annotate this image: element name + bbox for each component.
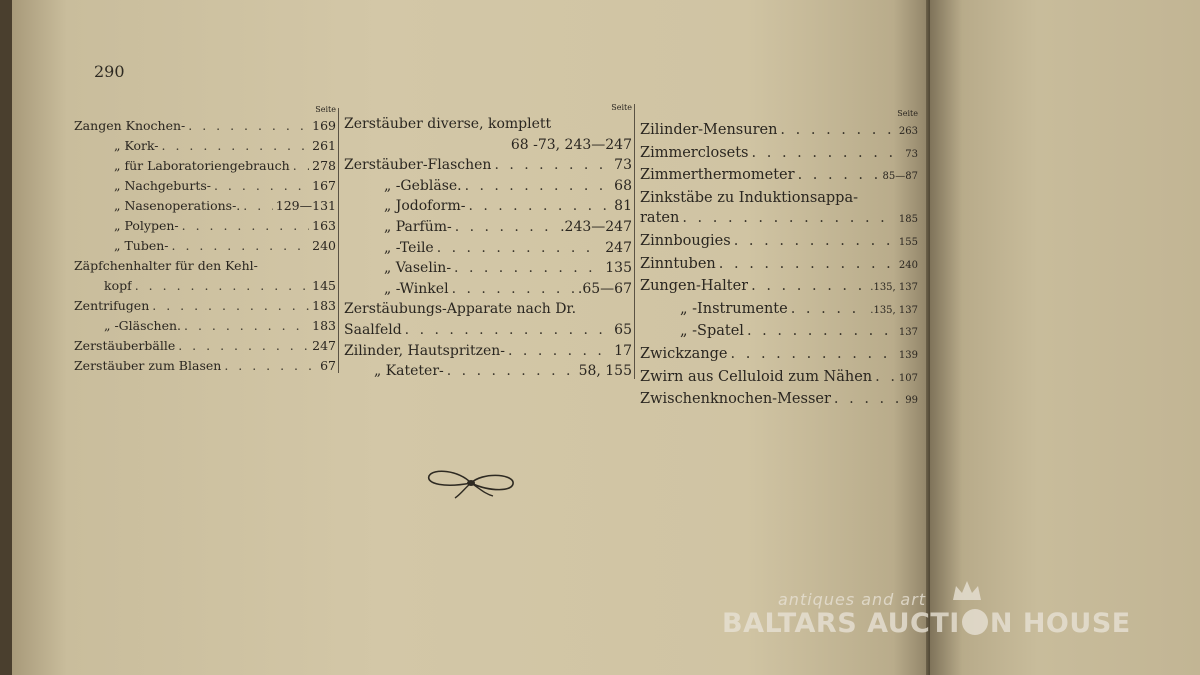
entry-label: Zinkstäbe zu Induktionsappa- (640, 189, 859, 206)
leader-dots (162, 136, 310, 156)
entry-page: 58, 155 (578, 363, 632, 380)
index-entry (344, 217, 632, 238)
entry-label: „ Kork- (114, 138, 159, 153)
index-entry (74, 236, 336, 256)
leader-dots (135, 276, 309, 296)
index-entry (344, 196, 632, 217)
index-entry (640, 208, 918, 231)
entry-page: 278 (312, 158, 336, 173)
entry-label: Zerstäuber zum Blasen (74, 358, 222, 373)
entry-page: 68 -73, 243—247 (510, 136, 632, 153)
ribbon-ornament (425, 466, 517, 500)
entry-label: „ -Teile (384, 239, 434, 256)
index-entry (74, 196, 336, 216)
entry-label: „ Kateter- (374, 363, 444, 380)
entry-page: 240 (898, 259, 918, 271)
entry-label: Zangen Knochen- (74, 118, 186, 133)
entry-label: Zentrifugen (74, 298, 150, 313)
entry-label: Zerstäuber-Flaschen (344, 157, 492, 174)
leader-dots (791, 299, 868, 320)
entry-label: „ -Spatel (680, 323, 744, 340)
entry-page: 167 (312, 178, 336, 193)
entry-page: 169 (312, 118, 336, 133)
index-entry (74, 156, 336, 176)
crown-icon (950, 578, 984, 608)
index-entry (344, 361, 632, 382)
entry-page: 73 (905, 148, 918, 160)
seite-label: Seite (611, 103, 632, 112)
leader-dots (875, 367, 896, 388)
watermark-name-part: N HOUSE (989, 608, 1131, 639)
watermark-name (722, 608, 1131, 639)
entry-page: 81 (614, 198, 632, 215)
index-entry (344, 299, 632, 320)
leader-dots (731, 344, 896, 365)
entry-label: Zerstäuber diverse, komplett (344, 116, 552, 132)
entry-label: Zinntuben (640, 255, 716, 272)
entry-label: „ Nachgeburts- (114, 178, 211, 193)
entry-label: Zwischenknochen-Messer (640, 391, 831, 408)
leader-dots (437, 238, 603, 259)
leader-dots (751, 276, 867, 297)
entry-page: 85—87 (882, 171, 918, 183)
leader-dots (455, 217, 557, 238)
entry-page: 247 (605, 239, 632, 256)
index-entry (640, 165, 918, 188)
leader-dots (747, 321, 896, 342)
index-entry (74, 336, 336, 356)
entry-page: 73 (614, 157, 632, 174)
entry-label: Zwickzange (640, 345, 728, 362)
leader-dots (184, 316, 309, 336)
index-entry (344, 176, 632, 197)
leader-dots (452, 279, 575, 300)
entry-page: 135 (605, 260, 632, 277)
leader-dots (224, 356, 317, 376)
entry-label: Zimmerthermometer (640, 167, 795, 184)
entry-page: .65—67 (577, 280, 632, 297)
index-entry (640, 254, 918, 277)
index-entry (640, 389, 918, 412)
leader-dots (798, 165, 880, 186)
entry-page: 65 (614, 321, 632, 338)
entry-label: Zimmerclosets (640, 144, 749, 161)
entry-page: .135, 137 (870, 282, 918, 294)
index-entry (74, 316, 336, 336)
entry-page: 263 (898, 126, 918, 137)
entry-label: „ Vaselin- (384, 260, 452, 277)
entry-label: Zinnbougies (640, 232, 731, 249)
leader-dots (465, 176, 612, 197)
entry-label: „ für Laboratoriengebrauch (114, 158, 290, 173)
entry-label: Zerstäubungs-Apparate nach Dr. (344, 301, 577, 318)
index-column-1 (74, 104, 336, 376)
leader-dots (780, 120, 895, 141)
index-entry (74, 116, 336, 136)
index-entry (640, 188, 918, 209)
leader-dots (752, 143, 903, 164)
watermark-o-icon (962, 609, 988, 635)
leader-dots (182, 216, 310, 236)
entry-label: Zilinder-Mensuren (640, 122, 778, 138)
index-entry (640, 120, 918, 143)
index-entry (640, 276, 918, 299)
entry-label: „ Polypen- (114, 218, 179, 233)
index-entry (640, 143, 918, 166)
entry-page: 240 (312, 238, 336, 253)
index-entry (74, 256, 336, 276)
leader-dots (508, 341, 611, 362)
entry-page: 163 (312, 218, 336, 233)
entry-page: 247 (312, 338, 336, 353)
entry-page: 183 (312, 318, 336, 333)
seite-label: Seite (315, 105, 336, 114)
entry-page: .135, 137 (870, 304, 918, 316)
entry-page: 68 (614, 177, 632, 194)
index-entry (640, 299, 918, 322)
index-column-3 (640, 108, 918, 412)
entry-label: Zwirn aus Celluloid zum Nähen (640, 368, 873, 385)
column-rule (338, 108, 339, 373)
watermark-tagline: antiques and art (778, 590, 927, 609)
entry-label: „ -Winkel (384, 280, 449, 297)
leader-dots (188, 116, 309, 136)
leader-dots (172, 236, 310, 256)
index-entry (344, 155, 632, 176)
entry-label: „ -Gläschen. (104, 318, 181, 333)
index-entry (74, 276, 336, 296)
entry-label: Zerstäuberbälle (74, 338, 176, 353)
index-entry (74, 136, 336, 156)
index-column-2 (344, 102, 632, 382)
entry-label: Saalfeld (344, 321, 402, 338)
leader-dots (682, 208, 896, 229)
entry-label: „ Jodoform- (384, 198, 466, 215)
entry-label: raten (640, 210, 680, 227)
leader-dots (178, 336, 309, 356)
entry-label: „ -Instrumente (680, 300, 788, 317)
leader-dots (243, 196, 273, 216)
leader-dots (734, 231, 896, 252)
index-entry (344, 114, 632, 135)
leader-dots (447, 361, 576, 382)
leader-dots (152, 296, 309, 316)
right-page (930, 0, 1200, 675)
entry-page: 139 (898, 349, 918, 361)
index-entry (344, 135, 632, 156)
watermark-name-part: BALTARS AUCTI (722, 608, 960, 639)
leader-dots (468, 196, 611, 217)
page-number: 290 (94, 62, 125, 81)
index-entry (74, 216, 336, 236)
leader-dots (454, 258, 602, 279)
entry-page: 155 (898, 236, 918, 248)
watermark (722, 588, 1131, 648)
entry-label: „ Nasenoperations-. (114, 198, 241, 213)
entry-page: 185 (898, 214, 918, 226)
seite-label: Seite (897, 109, 918, 118)
entry-page: 107 (898, 372, 918, 384)
index-entry (640, 321, 918, 344)
entry-label: Zäpfchenhalter für den Kehl- (74, 258, 258, 273)
index-entry (344, 320, 632, 341)
entry-label: Zilinder, Hautspritzen- (344, 342, 506, 359)
entry-label: „ Parfüm- (384, 218, 452, 235)
leader-dots (214, 176, 309, 196)
index-entry (344, 258, 632, 279)
index-entry (344, 238, 632, 259)
entry-page: 67 (320, 358, 336, 373)
leader-dots (834, 389, 902, 410)
index-entry (74, 356, 336, 376)
column-rule (634, 104, 635, 379)
index-entry (640, 367, 918, 390)
leader-dots (405, 320, 612, 341)
entry-page: 183 (312, 298, 336, 313)
index-entry (344, 279, 632, 300)
entry-page: 99 (905, 395, 918, 407)
index-entry (344, 341, 632, 362)
leader-dots (719, 254, 896, 275)
entry-page: .243—247 (560, 218, 632, 235)
entry-page: 129—131 (275, 198, 336, 213)
entry-page: 137 (898, 327, 918, 339)
entry-page: 145 (312, 278, 336, 293)
entry-label: „ -Gebläse. (384, 177, 462, 194)
entry-label: „ Tuben- (114, 238, 169, 253)
leader-dots (494, 155, 611, 176)
index-entry (74, 296, 336, 316)
index-entry (74, 176, 336, 196)
index-entry (640, 231, 918, 254)
entry-label: kopf (104, 278, 132, 293)
entry-page: 17 (614, 342, 632, 359)
index-entry (640, 344, 918, 367)
entry-label: Zungen-Halter (640, 278, 749, 295)
leader-dots (293, 156, 309, 176)
entry-page: 261 (312, 138, 336, 153)
